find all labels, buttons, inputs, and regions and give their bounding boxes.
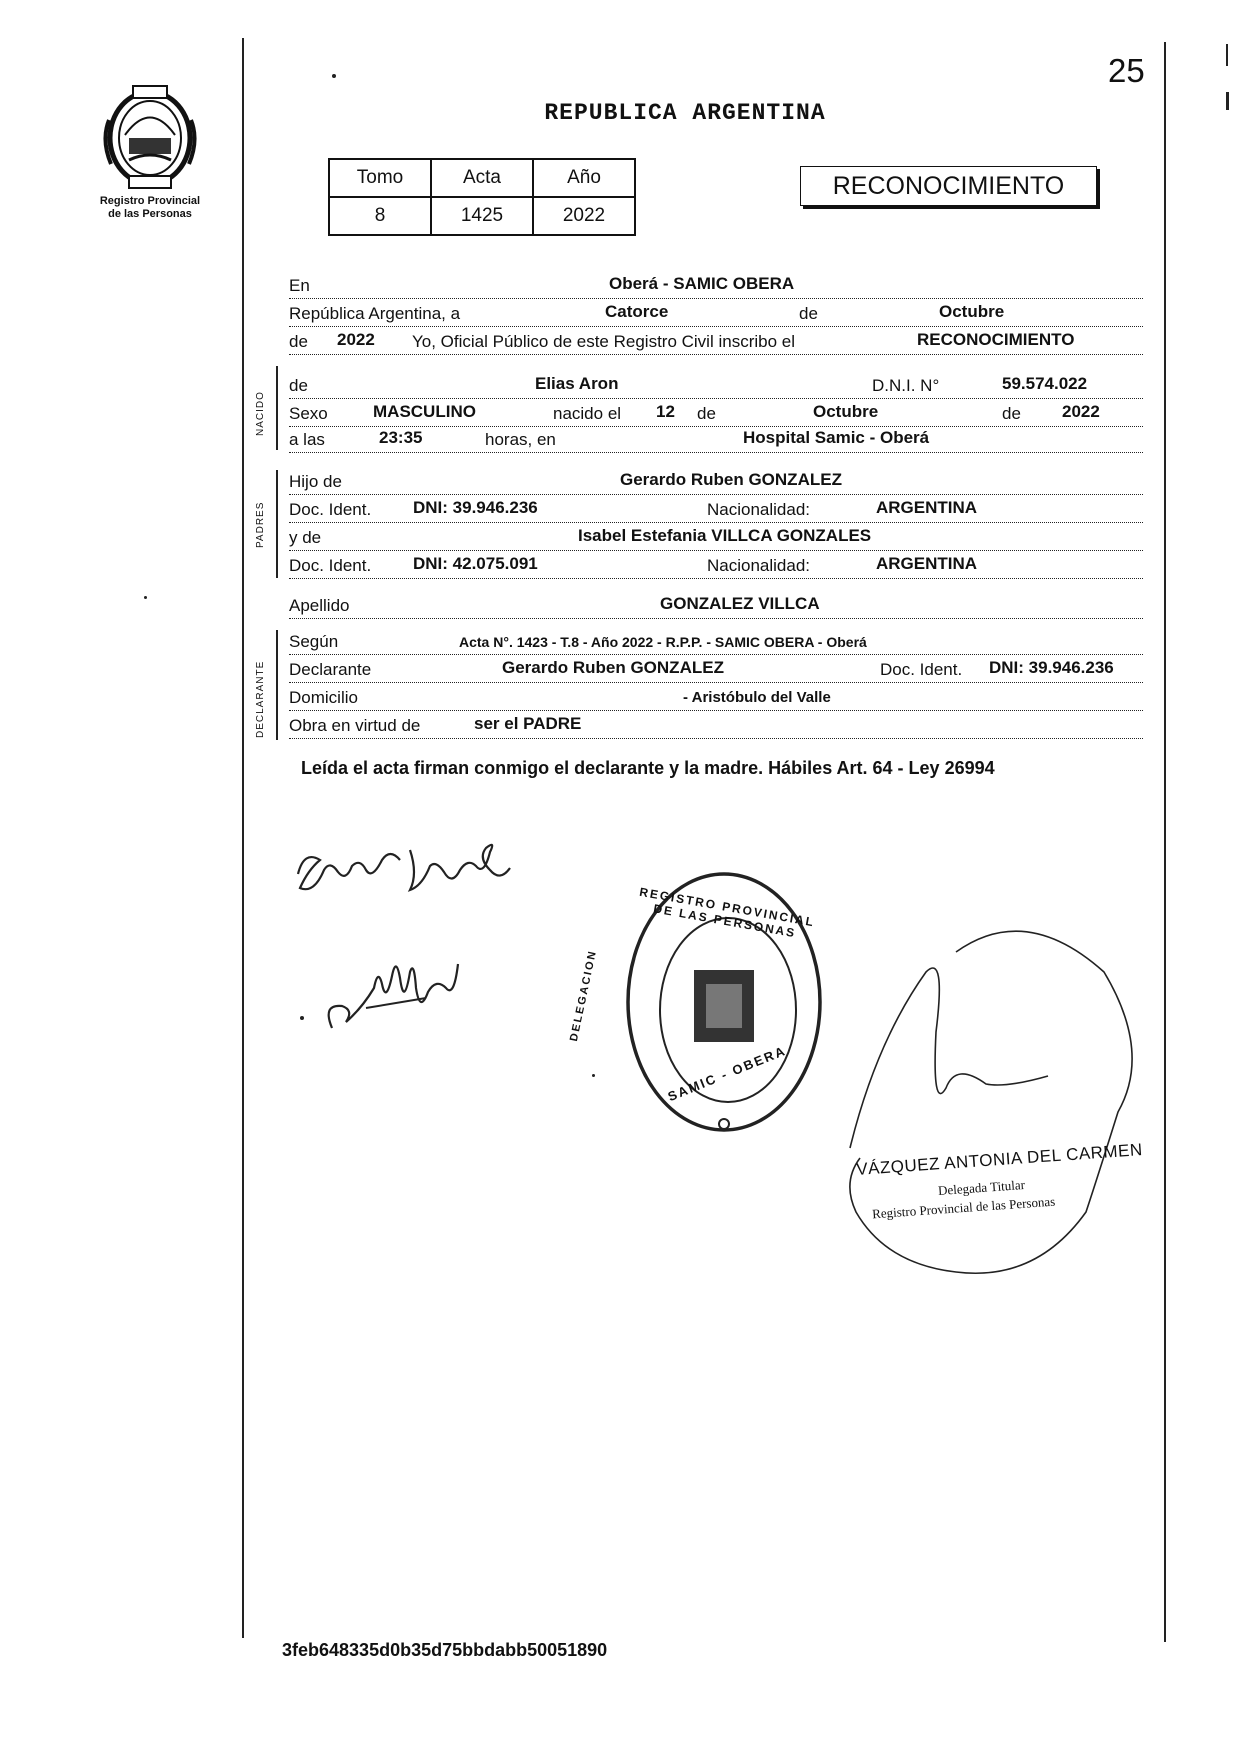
value-dni: 59.574.022	[1002, 374, 1088, 393]
row-inscribo	[289, 326, 1143, 355]
row-fecha	[289, 298, 1143, 327]
label-a-las: a las	[289, 430, 325, 449]
value-nac-mes: Octubre	[813, 402, 879, 421]
dot-mark	[332, 74, 336, 78]
label-doc-ident: Doc. Ident.	[289, 500, 372, 519]
misiones-emblem-icon	[95, 80, 205, 190]
seal-inner-text: SAMIC - OBERA	[665, 1042, 789, 1105]
value-declarante: Gerardo Ruben GONZALEZ	[502, 658, 724, 677]
row-padre	[289, 466, 1143, 495]
row-obra	[289, 710, 1143, 739]
closing-statement: Leída el acta firman conmigo el declarante y la madre. Hábiles Art. 64 - Ley 26994	[301, 758, 995, 778]
value-apellido: GONZALEZ VILLCA	[660, 594, 820, 613]
label-hijo-de: Hijo de	[289, 472, 342, 491]
label-declarante: Declarante	[289, 660, 372, 679]
label-obra: Obra en virtud de	[289, 716, 421, 735]
label-inscribo: Yo, Oficial Público de este Registro Civil inscribo el	[412, 332, 795, 351]
row-declarante	[289, 654, 1143, 683]
row-padre-doc	[289, 494, 1143, 523]
label-segun: Según	[289, 632, 339, 651]
row-hora	[289, 424, 1143, 453]
value-nac-anio: 2022	[1062, 402, 1100, 421]
registro-header-row	[329, 159, 635, 197]
row-madre	[289, 522, 1143, 551]
label-apellido: Apellido	[289, 596, 350, 615]
header-acta: Acta	[431, 159, 533, 197]
value-hora: 23:35	[379, 428, 423, 447]
registry-logo	[80, 80, 220, 221]
label-de2: de	[289, 332, 308, 351]
header-tomo: Tomo	[329, 159, 431, 197]
acta-type-box: RECONOCIMIENTO	[800, 166, 1097, 206]
official-signature	[836, 912, 1156, 1286]
left-margin-line	[242, 38, 244, 1638]
label-nacionalidad: Nacionalidad:	[707, 556, 811, 575]
registro-value-row	[329, 197, 635, 235]
seal-left-text: DELEGACION	[568, 948, 600, 1043]
padres-bracket	[276, 470, 278, 578]
value-madre-doc: DNI: 42.075.091	[413, 554, 538, 573]
side-label-padres: PADRES	[255, 501, 266, 548]
side-label-nacido: NACIDO	[255, 391, 266, 436]
declarante-bracket	[276, 630, 278, 740]
label-domicilio: Domicilio	[289, 688, 358, 707]
row-domicilio	[289, 682, 1143, 711]
value-nac-dia: 12	[656, 402, 675, 421]
nacido-bracket	[276, 366, 278, 450]
value-mes: Octubre	[939, 302, 1005, 321]
registro-table	[328, 158, 636, 236]
row-apellido	[289, 590, 1143, 619]
value-sexo: MASCULINO	[373, 402, 476, 421]
document-hash: 3feb648335d0b35d75bbdabb50051890	[282, 1640, 608, 1660]
label-horas-en: horas, en	[485, 430, 556, 449]
page-number: 25	[1108, 52, 1145, 89]
edge-mark	[1226, 44, 1228, 66]
logo-caption-line1: Registro Provincial	[99, 195, 201, 207]
edge-mark	[1226, 92, 1229, 110]
official-name: VÁZQUEZ ANTONIA DEL CARMEN	[855, 1140, 1144, 1179]
label-decl-doc: Doc. Ident.	[880, 660, 963, 679]
value-padre: Gerardo Ruben GONZALEZ	[620, 470, 842, 489]
value-segun: Acta N°. 1423 - T.8 - Año 2022 - R.P.P. - SAMIC OBERA - Oberá	[459, 634, 867, 650]
value-en: Oberá - SAMIC OBERA	[609, 274, 795, 293]
value-lugar: Hospital Samic - Oberá	[743, 428, 930, 447]
row-madre-doc	[289, 550, 1143, 579]
row-en	[289, 270, 1143, 299]
madre-signature	[296, 948, 476, 1038]
declarante-signature	[290, 830, 530, 910]
document-title: REPUBLICA ARGENTINA	[544, 100, 826, 126]
value-inscribo: RECONOCIMIENTO	[917, 330, 1075, 349]
label-doc-ident: Doc. Ident.	[289, 556, 372, 575]
dot-mark	[592, 1074, 595, 1077]
row-segun	[289, 626, 1143, 655]
row-sexo	[289, 398, 1143, 427]
row-nombre	[289, 370, 1143, 399]
dot-mark	[144, 596, 147, 599]
seal-ring-text: REGISTRO PROVINCIAL DE LAS PERSONAS	[638, 884, 817, 941]
value-anio: 2022	[337, 330, 375, 349]
header-anio: Año	[533, 159, 635, 197]
official-role: Delegada Titular	[937, 1176, 1026, 1199]
label-sexo: Sexo	[289, 404, 328, 423]
label-nac-de2: de	[1002, 404, 1021, 423]
label-nacionalidad: Nacionalidad:	[707, 500, 811, 519]
label-nacido-de: de	[289, 376, 308, 395]
value-decl-doc: DNI: 39.946.236	[989, 658, 1114, 677]
label-republica: República Argentina, a	[289, 304, 461, 323]
value-anio: 2022	[533, 197, 635, 235]
value-padre-nac: ARGENTINA	[876, 498, 978, 517]
label-de: de	[799, 304, 818, 323]
official-office: Registro Provincial de las Personas	[871, 1193, 1056, 1222]
value-obra: ser el PADRE	[474, 714, 582, 733]
right-margin-line	[1164, 42, 1166, 1642]
value-nombre: Elias Aron	[535, 374, 619, 393]
value-madre-nac: ARGENTINA	[876, 554, 978, 573]
label-nacido-el: nacido el	[553, 404, 622, 423]
value-dia: Catorce	[605, 302, 669, 321]
value-padre-doc: DNI: 39.946.236	[413, 498, 538, 517]
label-y-de: y de	[289, 528, 322, 547]
value-acta: 1425	[431, 197, 533, 235]
label-en: En	[289, 276, 310, 295]
label-dni: D.N.I. N°	[872, 376, 940, 395]
value-domicilio: - Aristóbulo del Valle	[683, 689, 831, 706]
value-tomo: 8	[329, 197, 431, 235]
label-nac-de: de	[697, 404, 716, 423]
value-madre: Isabel Estefania VILLCA GONZALES	[578, 526, 872, 545]
logo-caption-line2: de las Personas	[108, 208, 192, 220]
side-label-declarante: DECLARANTE	[255, 660, 266, 738]
